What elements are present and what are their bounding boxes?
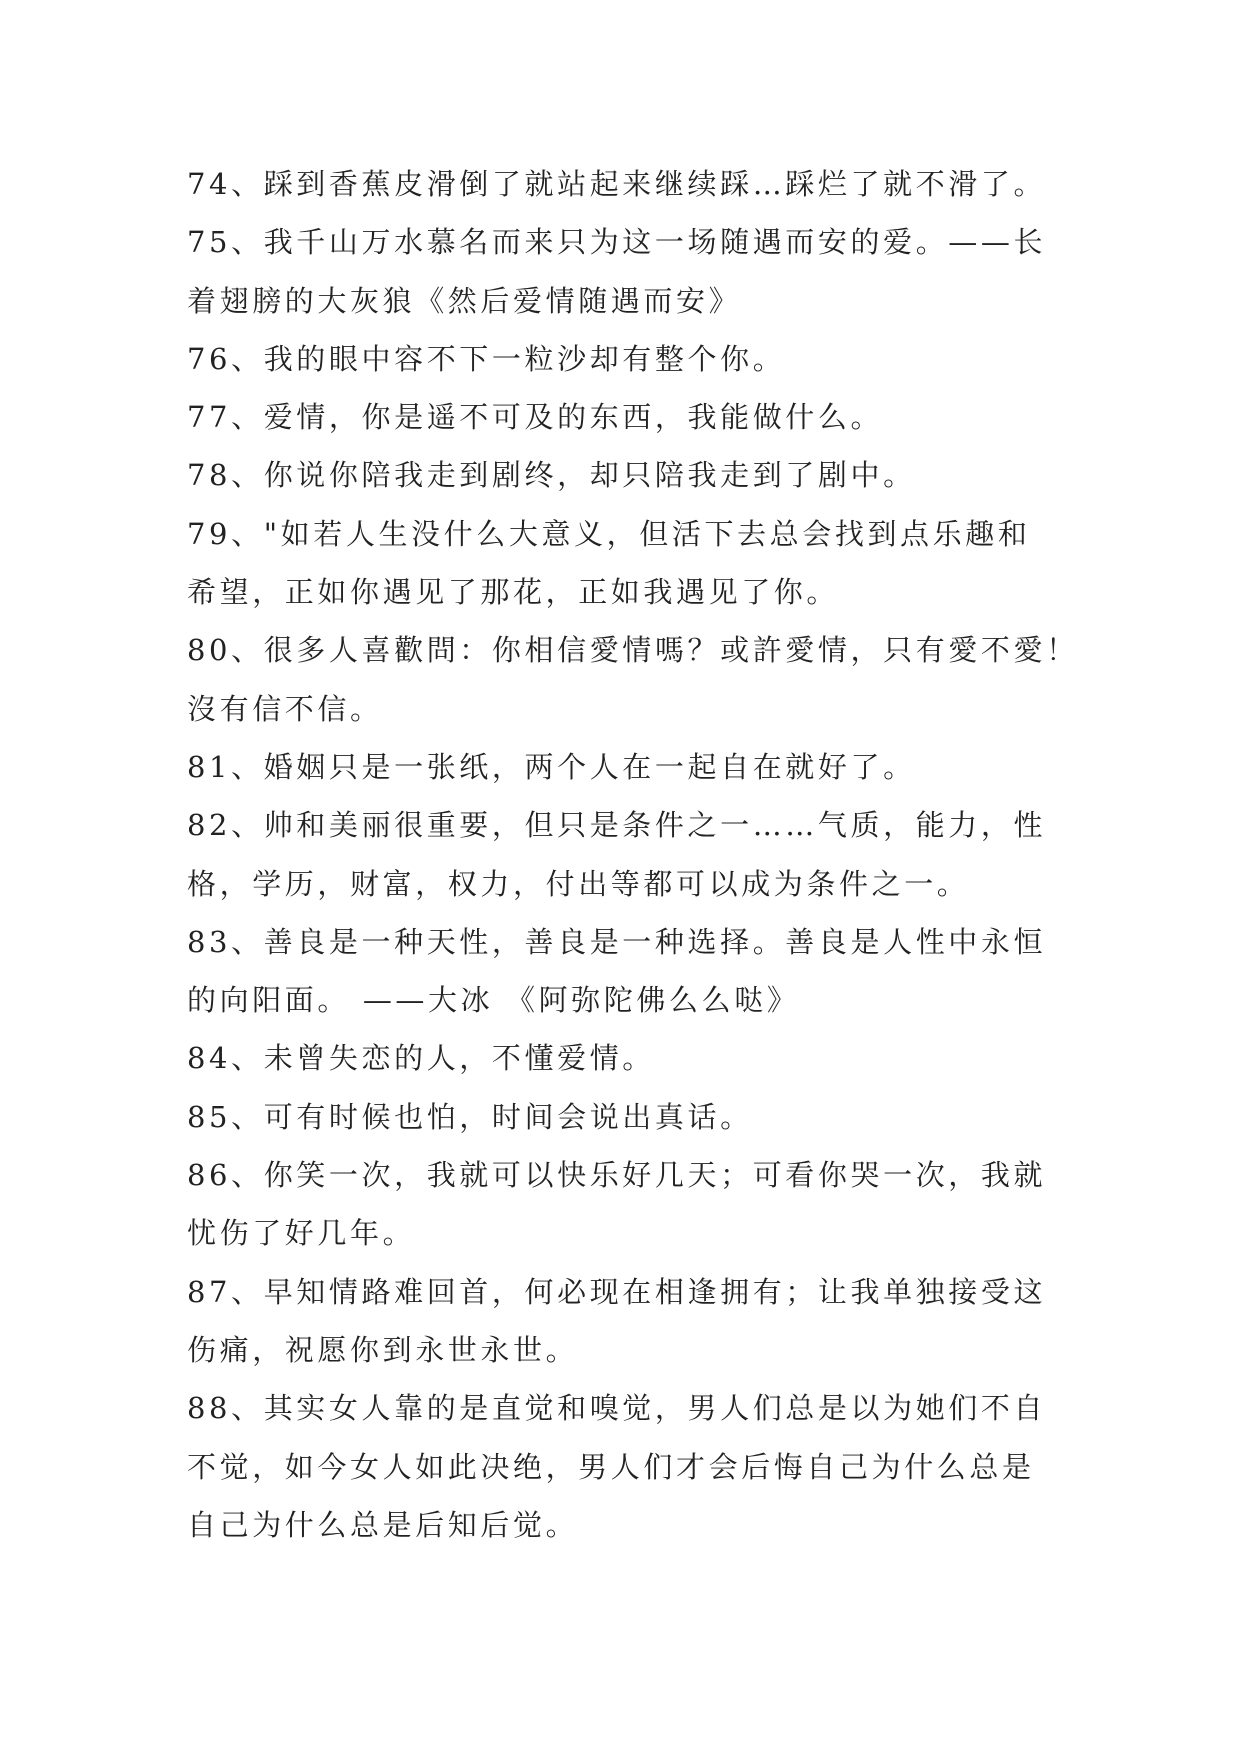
text-line: 忧伤了好几年。 — [187, 1216, 416, 1251]
text-line: 78、你说你陪我走到剧终，却只陪我走到了剧中。 — [187, 458, 916, 493]
text-line: 的向阳面。 ——大冰 《阿弥陀佛么么哒》 — [187, 983, 800, 1018]
text-line: 沒有信不信。 — [187, 691, 383, 726]
text-line: 86、你笑一次，我就可以快乐好几天；可看你哭一次，我就 — [187, 1158, 1047, 1193]
text-line: 81、婚姻只是一张纸，两个人在一起自在就好了。 — [187, 749, 916, 784]
text-line: 79、"如若人生没什么大意义，但活下去总会找到点乐趣和 — [187, 516, 1031, 551]
text-line: 82、帅和美丽很重要，但只是条件之一……气质，能力，性 — [187, 808, 1047, 843]
text-line: 88、其实女人靠的是直觉和嗅觉，男人们总是以为她们不自 — [187, 1391, 1047, 1426]
text-line: 希望，正如你遇见了那花，正如我遇见了你。 — [187, 575, 840, 610]
text-line: 77、爱情，你是遥不可及的东西，我能做什么。 — [187, 400, 884, 435]
text-line: 83、善良是一种天性，善良是一种选择。善良是人性中永恒 — [187, 924, 1047, 959]
text-line: 80、很多人喜歡問：你相信愛情嗎？或許愛情，只有愛不愛！ — [187, 633, 1079, 668]
text-line: 着翅膀的大灰狼《然后爱情随遇而安》 — [187, 283, 742, 318]
text-line: 不觉，如今女人如此决绝，男人们才会后悔自己为什么总是 — [187, 1449, 1035, 1484]
document-body — [187, 155, 1079, 1554]
text-line: 74、踩到香蕉皮滑倒了就站起来继续踩…踩烂了就不滑了。 — [187, 167, 1047, 201]
text-line: 75、我千山万水慕名而来只为这一场随遇而安的爱。——长 — [187, 225, 1047, 260]
text-line: 84、未曾失恋的人，不懂爱情。 — [187, 1041, 655, 1076]
text-line: 76、我的眼中容不下一粒沙却有整个你。 — [187, 341, 786, 376]
text-line: 格，学历，财富，权力，付出等都可以成为条件之一。 — [187, 866, 970, 901]
text-line: 自己为什么总是后知后觉。 — [187, 1507, 579, 1542]
text-line: 85、可有时候也怕，时间会说出真话。 — [187, 1099, 753, 1134]
text-line: 伤痛，祝愿你到永世永世。 — [187, 1332, 579, 1367]
text-line: 87、早知情路难回首，何必现在相逢拥有；让我单独接受这 — [187, 1274, 1047, 1309]
